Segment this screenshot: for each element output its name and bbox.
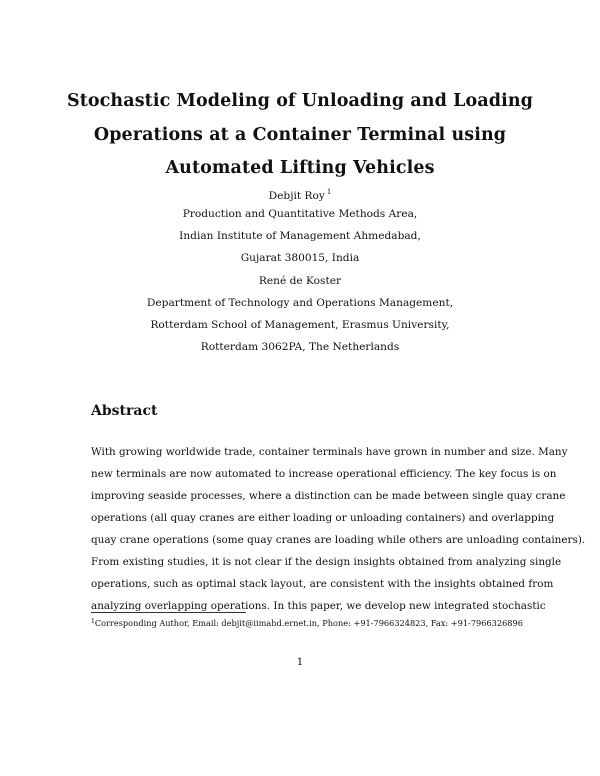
author1-affiliation-line-2: Indian Institute of Management Ahmedabad, xyxy=(179,230,421,242)
author1-name: Debjit Roy xyxy=(268,190,325,202)
author2-affiliation-line-2: Rotterdam School of Management, Erasmus University, xyxy=(150,319,450,331)
author2-name: René de Koster xyxy=(258,275,342,287)
abstract-line: operations (all quay cranes are either loading or unloading containers) and overlapping xyxy=(91,512,555,524)
title-line-2: Operations at a Container Terminal using xyxy=(93,125,507,145)
abstract-line: new terminals are now automated to increase operational efficiency. The key focus is on xyxy=(91,468,557,480)
author2-affiliation-line-3: Rotterdam 3062PA, The Netherlands xyxy=(200,341,400,353)
footnote-mark: 1 xyxy=(91,618,95,625)
abstract-line: analyzing overlapping operations. In this paper, we develop new integrated stochastic xyxy=(91,600,546,612)
title-line-1: Stochastic Modeling of Unloading and Loading xyxy=(66,91,534,111)
abstract-line: From existing studies, it is not clear if the design insights obtained from analyzing single xyxy=(91,556,562,568)
abstract-line: operations, such as optimal stack layout, are consistent with the insights obtained from xyxy=(91,578,554,590)
author2-affiliation-line-1: Department of Technology and Operations Management, xyxy=(146,297,454,309)
abstract-heading: Abstract xyxy=(91,403,158,419)
author1-footnote-mark: 1 xyxy=(326,188,332,196)
title-line-3: Automated Lifting Vehicles xyxy=(165,158,435,178)
footnote-rule xyxy=(91,612,246,613)
footnote-text: Corresponding Author, Email: debjit@iimahd.ernet.in, Phone: +91-7966324823, Fax: +91-7966326896 xyxy=(94,618,523,628)
author1-affiliation-line-1: Production and Quantitative Methods Area, xyxy=(182,208,418,220)
page-number: 1 xyxy=(296,656,304,668)
footnote xyxy=(91,616,523,629)
author1-line xyxy=(0,185,600,203)
abstract-line: quay crane operations (some quay cranes are loading while others are unloading containers). xyxy=(91,534,586,546)
author1-affiliation-line-3: Gujarat 380015, India xyxy=(240,252,360,264)
abstract-line: improving seaside processes, where a distinction can be made between single quay crane xyxy=(91,490,566,502)
abstract-line: With growing worldwide trade, container terminals have grown in number and size. Many xyxy=(91,446,568,458)
